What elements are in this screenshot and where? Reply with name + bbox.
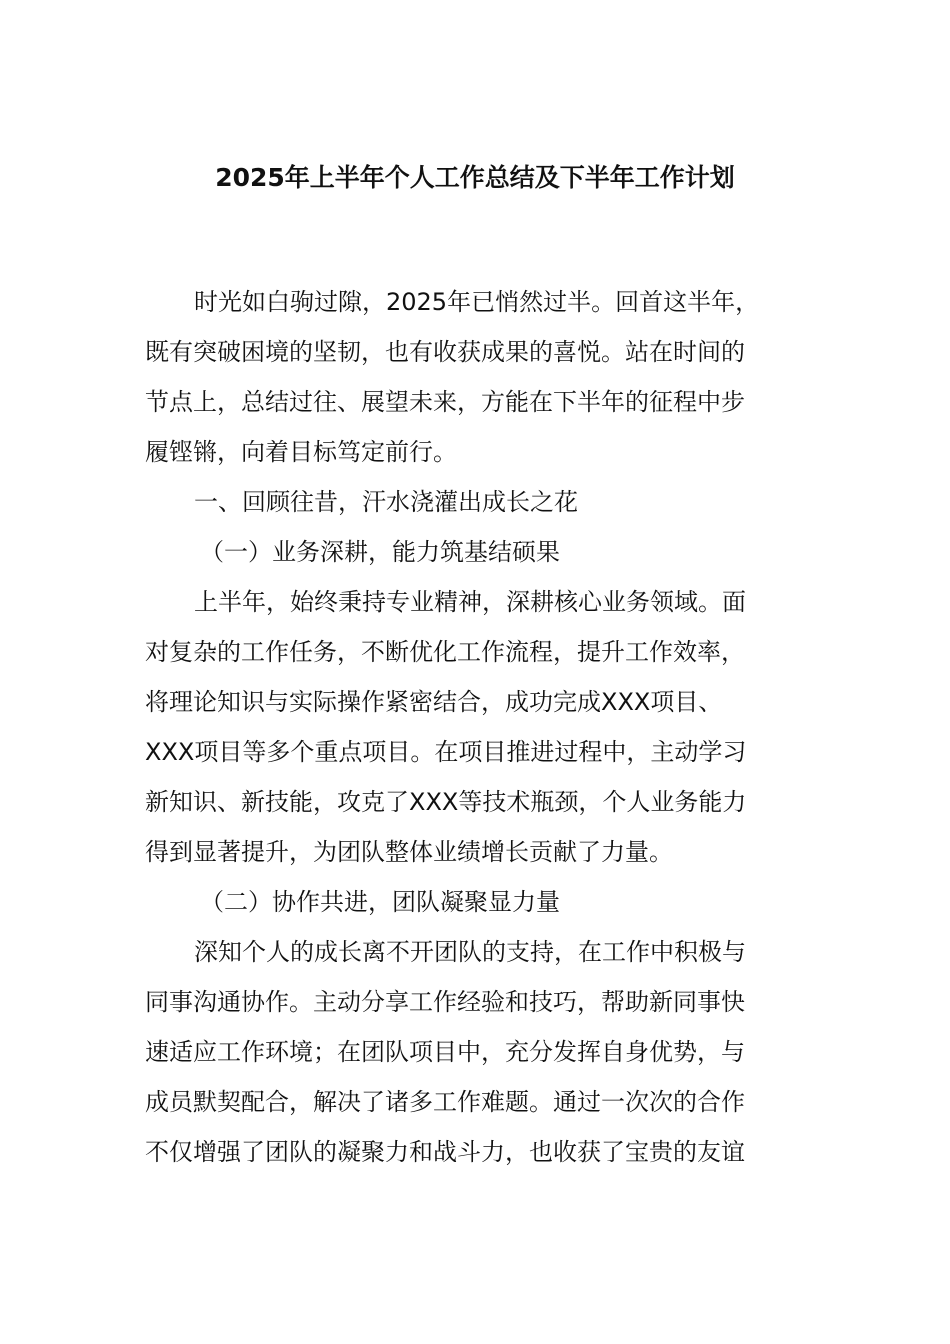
paragraph-line: 节点上，总结过往、展望未来，方能在下半年的征程中步 bbox=[145, 388, 745, 416]
document-title: 2025年上半年个人工作总结及下半年工作计划 bbox=[215, 163, 735, 192]
paragraph-line: 不仅增强了团队的凝聚力和战斗力，也收获了宝贵的友谊 bbox=[145, 1138, 745, 1166]
paragraph-line: 既有突破困境的坚韧，也有收获成果的喜悦。站在时间的 bbox=[145, 338, 745, 366]
paragraph-line: 深知个人的成长离不开团队的支持，在工作中积极与 bbox=[194, 938, 746, 966]
paragraph-line: 将理论知识与实际操作紧密结合，成功完成XXX项目、 bbox=[145, 688, 723, 716]
paragraph-line: 得到显著提升，为团队整体业绩增长贡献了力量。 bbox=[145, 838, 673, 866]
paragraph-line: 对复杂的工作任务，不断优化工作流程，提升工作效率， bbox=[145, 638, 745, 666]
paragraph-line: 成员默契配合，解决了诸多工作难题。通过一次次的合作 bbox=[145, 1088, 745, 1116]
paragraph-line: 速适应工作环境；在团队项目中，充分发挥自身优势，与 bbox=[145, 1038, 745, 1066]
paragraph-line: 上半年，始终秉持专业精神，深耕核心业务领域。面 bbox=[194, 588, 746, 616]
paragraph-line: XXX项目等多个重点项目。在项目推进过程中，主动学习 bbox=[145, 738, 747, 766]
subsection-heading: （一）业务深耕，能力筑基结硕果 bbox=[200, 538, 560, 566]
paragraph-line: 新知识、新技能，攻克了XXX等技术瓶颈，个人业务能力 bbox=[145, 788, 747, 816]
paragraph-line: 履铿锵，向着目标笃定前行。 bbox=[145, 438, 457, 466]
paragraph-line: 同事沟通协作。主动分享工作经验和技巧，帮助新同事快 bbox=[145, 988, 745, 1016]
subsection-heading: （二）协作共进，团队凝聚显力量 bbox=[200, 888, 560, 916]
section-heading: 一、回顾往昔，汗水浇灌出成长之花 bbox=[194, 488, 578, 516]
paragraph-line: 时光如白驹过隙，2025年已悄然过半。回首这半年， bbox=[194, 288, 760, 316]
